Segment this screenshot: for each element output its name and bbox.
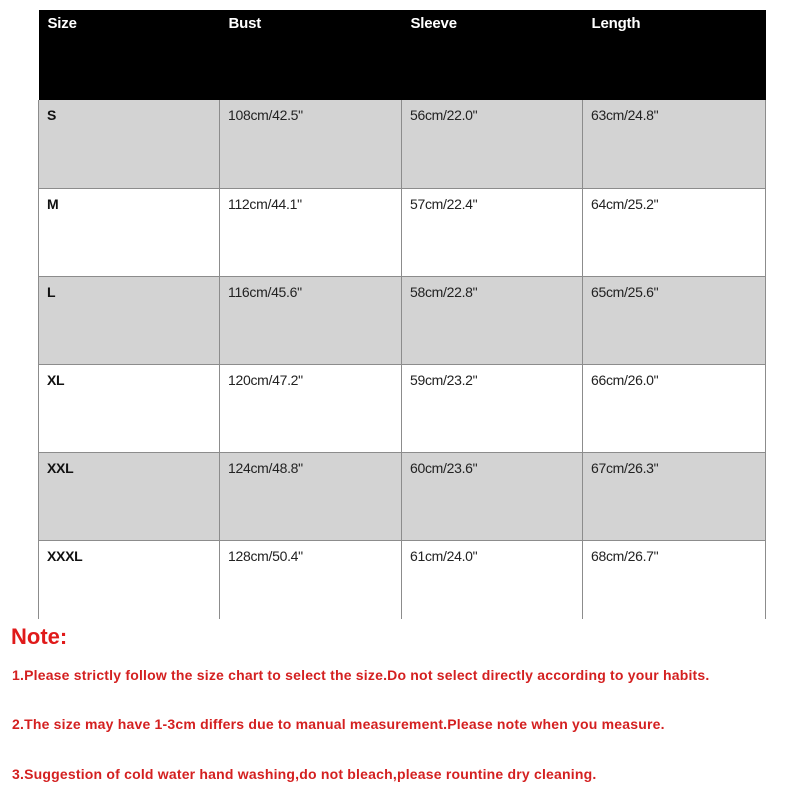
sleeve-cell: 61cm/24.0" xyxy=(402,540,583,619)
length-cell: 68cm/26.7" xyxy=(583,540,766,619)
size-cell: XXXL xyxy=(39,540,220,619)
size-cell: S xyxy=(39,100,220,188)
size-cell: XXL xyxy=(39,452,220,540)
table-row xyxy=(39,364,766,452)
size-cell: M xyxy=(39,188,220,276)
size-cell: L xyxy=(39,276,220,364)
table-row xyxy=(39,276,766,364)
table-row xyxy=(39,452,766,540)
bust-cell: 120cm/47.2" xyxy=(220,364,402,452)
table-row xyxy=(39,188,766,276)
length-cell: 67cm/26.3" xyxy=(583,452,766,540)
note-line-size-chart: 1.Please strictly follow the size chart to select the size.Do not select directly according to your habits. xyxy=(12,667,710,683)
sleeve-cell: 56cm/22.0" xyxy=(402,100,583,188)
header-bust: Bust xyxy=(220,10,402,100)
table-row xyxy=(39,540,766,619)
sleeve-cell: 57cm/22.4" xyxy=(402,188,583,276)
bust-cell: 128cm/50.4" xyxy=(220,540,402,619)
size-chart-table xyxy=(38,10,766,619)
note-line-washing: 3.Suggestion of cold water hand washing,do not bleach,please rountine dry cleaning. xyxy=(12,766,597,782)
sleeve-cell: 60cm/23.6" xyxy=(402,452,583,540)
bust-cell: 108cm/42.5" xyxy=(220,100,402,188)
bust-cell: 116cm/45.6" xyxy=(220,276,402,364)
note-line-measurement: 2.The size may have 1-3cm differs due to manual measurement.Please note when you measure. xyxy=(12,716,665,732)
sleeve-cell: 59cm/23.2" xyxy=(402,364,583,452)
length-cell: 64cm/25.2" xyxy=(583,188,766,276)
header-size: Size xyxy=(39,10,220,100)
table-header-row xyxy=(39,10,766,100)
length-cell: 66cm/26.0" xyxy=(583,364,766,452)
size-cell: XL xyxy=(39,364,220,452)
header-sleeve: Sleeve xyxy=(402,10,583,100)
header-length: Length xyxy=(583,10,766,100)
length-cell: 63cm/24.8" xyxy=(583,100,766,188)
bust-cell: 112cm/44.1" xyxy=(220,188,402,276)
table-row xyxy=(39,100,766,188)
bust-cell: 124cm/48.8" xyxy=(220,452,402,540)
sleeve-cell: 58cm/22.8" xyxy=(402,276,583,364)
length-cell: 65cm/25.6" xyxy=(583,276,766,364)
note-title: Note: xyxy=(11,624,68,649)
